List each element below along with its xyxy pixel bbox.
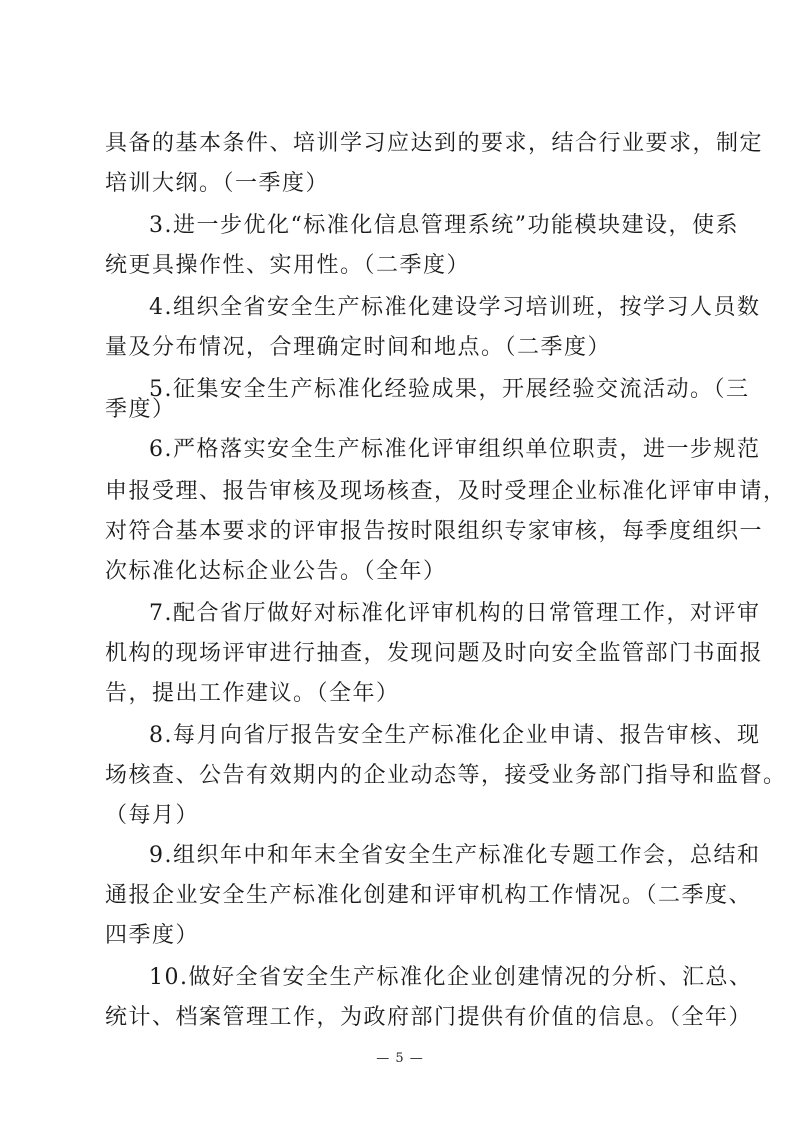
text-line: 统更具操作性、实用性。（二季度） — [105, 253, 471, 278]
text-line: 场核查、公告有效期内的企业动态等，接受业务部门指导和监督。 — [105, 763, 787, 788]
text-line: 7.配合省厅做好对标准化评审机构的日常管理工作，对评审 — [149, 601, 761, 626]
text-line: 机构的现场评审进行抽查，发现问题及时向安全监管部门书面报 — [105, 641, 764, 666]
text-line: 对符合基本要求的评审报告按时限组织专家审核，每季度组织一 — [105, 519, 764, 544]
text-line: （每月） — [105, 803, 200, 828]
text-line: 培训大纲。（一季度） — [105, 171, 330, 196]
text-line: 次标准化达标企业公告。（全年） — [105, 559, 447, 584]
text-line: 通报企业安全生产标准化创建和评审机构工作情况。（二季度、 — [105, 883, 753, 908]
text-line: 9.组织年中和年末全省安全生产标准化专题工作会，总结和 — [149, 843, 761, 868]
text-line: 告，提出工作建议。（全年） — [105, 681, 400, 706]
text-line: 统计、档案管理工作，为政府部门提供有价值的信息。（全年） — [105, 1005, 753, 1030]
text-line: 10.做好全省安全生产标准化企业创建情况的分析、汇总、 — [149, 965, 753, 990]
page-number: — 5 — — [376, 1051, 424, 1066]
text-line: 3.进一步优化“标准化信息管理系统”功能模块建设，使系 — [149, 213, 739, 238]
text-line: 4.组织全省安全生产标准化建设学习培训班，按学习人员数 — [149, 295, 761, 320]
text-line: 四季度） — [105, 923, 200, 948]
text-line: 具备的基本条件、培训学习应达到的要求，结合行业要求，制定 — [105, 131, 764, 156]
text-line: 6.严格落实安全生产标准化评审组织单位职责，进一步规范 — [149, 437, 761, 462]
text-line: 季度） — [105, 397, 176, 422]
text-line: 8.每月向省厅报告安全生产标准化企业申请、报告审核、现 — [149, 723, 761, 748]
text-line: 5.征集安全生产标准化经验成果，开展经验交流活动。（三 — [149, 377, 750, 402]
text-line: 申报受理、报告审核及现场核查，及时受理企业标准化评审申请， — [105, 479, 787, 504]
text-line: 量及分布情况，合理确定时间和地点。（二季度） — [105, 335, 612, 360]
